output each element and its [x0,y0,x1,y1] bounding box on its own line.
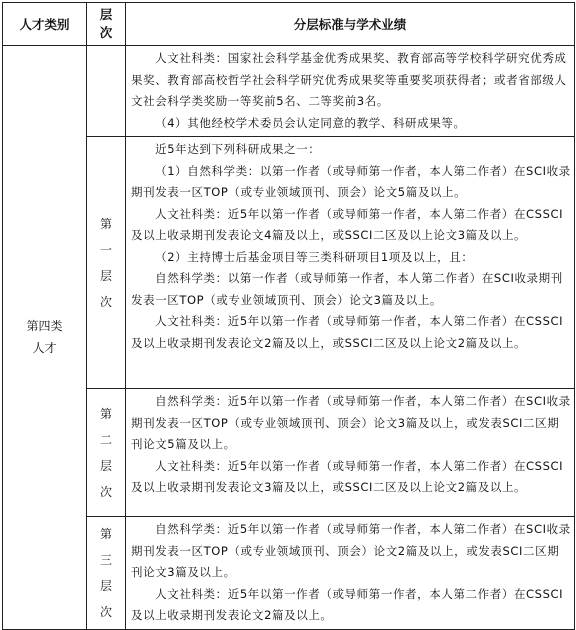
level-3-char: 层 [99,578,112,593]
top-paragraph: （4）其他经校学术委员会认定同意的教学、科研成果等。 [155,115,466,130]
header-row [3,3,575,46]
category-cell [3,46,87,630]
level-3-char: 第 [99,526,112,541]
level-3-label [87,517,126,630]
level-1-paragraph: （1）自然科学类：以第一作者（或导师第一作者，本人第二作者）在SCI收录期刊发表一区TOP（或专业领域顶刊、顶会）论文5篇及以上。 [131,163,571,199]
level-3-row [3,517,575,630]
level-2-char: 次 [99,484,112,499]
top-level-cell [87,46,126,137]
top-text-cell [126,46,575,137]
level-2-char: 第 [99,406,112,421]
level-1-paragraph: 自然科学类：以第一作者（或导师第一作者，本人第二作者）在SCI收录期刊发表一区TOP（或专业领域顶刊、顶会）论文3篇及以上。 [131,271,563,307]
level-2-paragraph: 自然科学类：近5年以第一作者（或导师第一作者，本人第二作者）在SCI收录期刊发表一区TOP（或专业领域顶刊、顶会）论文3篇及以上，或发表SCI二区期刊论文5篇及以上。 [131,394,571,451]
level-3-char: 三 [99,552,112,567]
level-2-paragraph: 人文社科类：近5年以第一作者（或导师第一作者，本人第二作者）在CSSCI及以上收录期刊发表论文3篇及以上，或SSCI二区及以上论文2篇及以上。 [131,458,564,494]
level-3-char: 次 [99,604,112,619]
level-2-char: 层 [99,458,112,473]
level-1-paragraph: 人文社科类：近5年以第一作者（或导师第一作者，本人第二作者）在CSSCI及以上收录期刊发表论文2篇及以上，或SSCI二区及以上论文2篇及以上。 [131,314,564,350]
level-1-char: 一 [99,242,112,257]
level-1-row [3,137,575,389]
level-1-paragraph: 近5年达到下列科研成果之一： [155,142,321,156]
level-3-text-cell [126,517,575,630]
category-label: 第四类 人才 [26,319,63,356]
level-1-char: 第 [99,216,112,231]
level-2-text-cell [126,389,575,517]
talent-standards-table [2,2,575,630]
level-1-paragraph: 人文社科类：近5年以第一作者（或导师第一作者，本人第二作者）在CSSCI及以上收录期刊发表论文4篇及以上，或SSCI二区及以上论文3篇及以上。 [131,206,564,242]
level-1-char: 层 [99,268,112,283]
header-standards: 分层标准与学术业绩 [126,3,575,46]
level-2-row [3,389,575,517]
header-level [87,3,126,46]
level-1-label [87,137,126,389]
level-1-text-cell [126,137,575,389]
level-3-paragraph: 人文社科类：近5年以第一作者（或导师第一作者，本人第二作者）在CSSCI及以上收录期刊发表论文2篇及以上。 [131,586,564,622]
top-paragraph: 人文社科类：国家社会科学基金优秀成果奖、教育部高等学校科学研究优秀成果奖、教育部高校哲学社会科学研究优秀成果奖等重要奖项获得者；或者省部级人文社会科学类奖励一等奖前5名、二等奖前3名。 [131,51,567,108]
header-category: 人才类别 [3,3,87,46]
level-2-char: 二 [99,432,112,447]
level-1-paragraph: （2）主持博士后基金项目等三类科研项目1项及以上，且： [155,249,474,264]
level-1-char: 次 [99,294,112,309]
header-level-text: 层 次 [99,7,113,40]
level-2-label [87,389,126,517]
top-row [3,46,575,137]
level-3-paragraph: 自然科学类：近5年以第一作者（或导师第一作者，本人第二作者）在SCI收录期刊发表一区TOP（或专业领域顶刊、顶会）论文2篇及以上，或发表SCI二区期刊论文3篇及以上。 [131,522,571,579]
